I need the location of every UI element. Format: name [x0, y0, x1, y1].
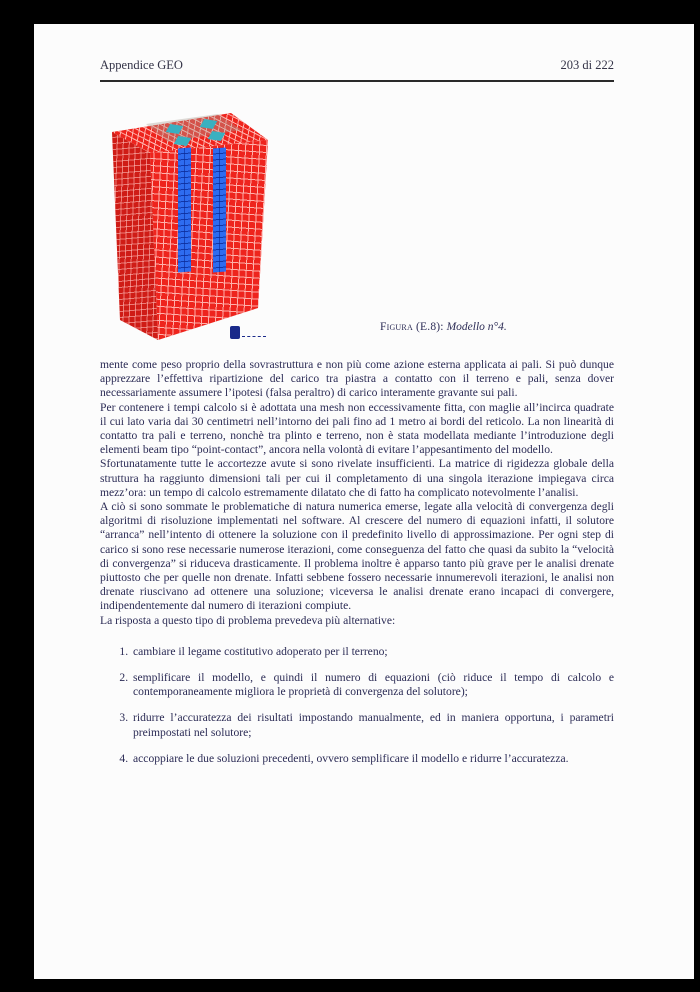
- figure-fem-model: [100, 108, 340, 358]
- figure-caption: [380, 321, 507, 333]
- pile-2: [213, 148, 226, 273]
- figure-caption-title: Modello n°4.: [446, 321, 507, 333]
- list-item: 4. accoppiare le due soluzioni precedenti, ovvero semplificare il modello e ridurre l’accuratezza.: [131, 752, 614, 766]
- alternatives-list: [100, 645, 614, 766]
- running-title: Appendice GEO: [100, 58, 183, 72]
- list-item: 3. ridurre l’accuratezza dei risultati impostando manualmente, ed in maniera opportuna, i parametri preimpostati nel solutore;: [131, 711, 614, 739]
- page-header: [100, 58, 614, 82]
- paragraph: Per contenere i tempi calcolo si è adottata una mesh non eccessivamente fitta, con maglie all’incirca quadrate il cui lato varia dai 30 centimetri nell’intorno dei pali fino ad 1 metro ai bordi del reticolo. La non linearità di contatto tra pali e terreno, nonchè tra plinto e terreno, non è stata modellata mediante l’introduzione degli elementi beam tipo “point-contact”, ancora nella volontà di evitare l’appesantimento del modello.: [100, 400, 614, 457]
- list-item: 2. semplificare il modello, e quindi il numero di equazioni (ciò riduce il tempo di calcolo e contemporaneamente migliora le proprietà di convergenza del solutore);: [131, 671, 614, 699]
- paragraph: A ciò si sono sommate le problematiche di natura numerica emerse, legate alla velocità di convergenza degli algoritmi di risoluzione implementati nel software. Al crescere del numero di equazioni infatti, il solutore “arranca” nell’intento di ottenere la soluzione con il predefinito livello di approssimazione. Per ogni step di carico si sono rese necessarie numerose iterazioni, come conseguenza del fatto che quasi da subito la “velocità di convergenza” si riduceva drasticamente. Il problema inoltre è apparso tanto più grave per le analisi drenate piuttosto che per quelle non drenate. Infatti sebbene fossero necessarie innumerevoli iterazioni, le analisi non drenate riuscivano ad ottenere una soluzione; viceversa le analisi drenate erano incapaci di convergere, indipendentemente dal numero di iterazioni compiute.: [100, 500, 614, 613]
- figure-caption-label: Figura (E.8):: [380, 321, 444, 333]
- list-item: 1. cambiare il legame costitutivo adoperato per il terreno;: [131, 645, 614, 659]
- document-page: [34, 24, 694, 979]
- paragraph: mente come peso proprio della sovrastruttura e non più come azione esterna applicata ai pali. Si può dunque apprezzare l’effettiva ripartizione del carico tra piastra a contatto con il terreno e pali, senza dover necessariamente assumere l’ipotesi (falsa peraltro) di carico interamente gravante sui pali.: [100, 358, 614, 400]
- axis-origin-icon: [230, 326, 240, 339]
- page-number: 203 di 222: [560, 58, 614, 72]
- paragraph: Sfortunatamente tutte le accortezze avute si sono rivelate insufficienti. La matrice di rigidezza globale della struttura ha raggiunto dimensioni tali per cui il completamento di una singola iterazione impiegava circa mezz’ora: un tempo di calcolo estremamente dilatato che di fatto ha complicato notevolmente l’analisi.: [100, 457, 614, 499]
- axis-line-icon: [242, 336, 266, 337]
- pile-1: [178, 148, 191, 273]
- paragraph: La risposta a questo tipo di problema prevedeva più alternative:: [100, 613, 396, 627]
- body-text: [100, 358, 614, 778]
